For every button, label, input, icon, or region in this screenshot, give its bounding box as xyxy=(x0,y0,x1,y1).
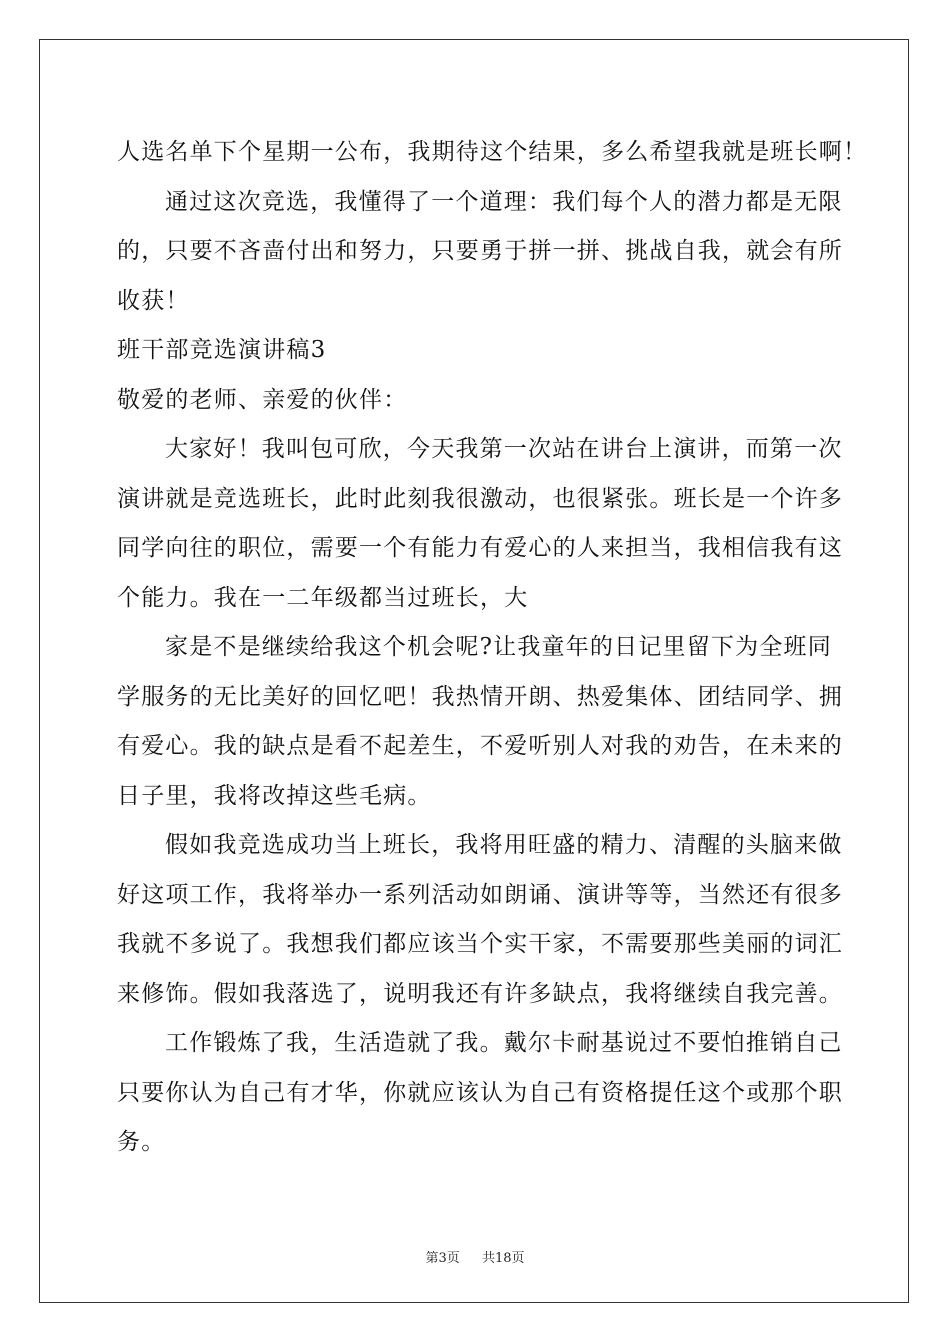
salutation: 敬爱的老师、亲爱的伙伴： xyxy=(117,386,408,413)
text-line: 同学向往的职位，需要一个有能力有爱心的人来担当，我相信我有这 xyxy=(117,535,843,561)
text-line: 有爱心。我的缺点是看不起差生，不爱听别人对我的劝告，在未来的 xyxy=(117,733,843,759)
document-body xyxy=(117,128,868,1168)
section-heading: 班干部竞选演讲稿3 xyxy=(117,337,327,363)
text-line: 个能力。我在一二年级都当过班长，大 xyxy=(117,584,529,611)
text-line: 收获！ xyxy=(117,287,190,314)
text-line: 大家好！我叫包可欣，今天我第一次站在讲台上演讲，而第一次 xyxy=(165,436,843,462)
text-line: 家是不是继续给我这个机会呢?让我童年的日记里留下为全班同 xyxy=(165,634,832,660)
text-line: 学服务的无比美好的回忆吧！我热情开朗、热爱集体、团结同学、拥 xyxy=(117,683,843,710)
text-line: 我就不多说了。我想我们都应该当个实干家，不需要那些美丽的词汇 xyxy=(117,931,843,957)
text-line: 的，只要不吝啬付出和努力，只要勇于拼一拼、挑战自我，就会有所 xyxy=(117,238,843,264)
text-line: 通过这次竞选，我懂得了一个道理：我们每个人的潜力都是无限 xyxy=(165,188,843,215)
page-total: 共18页 xyxy=(482,1251,525,1266)
text-line: 日子里，我将改掉这些毛病。 xyxy=(117,782,432,809)
page-number: 第3页 xyxy=(425,1251,460,1266)
text-line: 工作锻炼了我，生活造就了我。戴尔卡耐基说过不要怕推销自己 xyxy=(165,1030,843,1056)
text-line: 来修饰。假如我落选了，说明我还有许多缺点，我将继续自我完善。 xyxy=(117,980,843,1007)
text-line: 假如我竞选成功当上班长，我将用旺盛的精力、清醒的头脑来做 xyxy=(165,832,843,858)
text-line: 人选名单下个星期一公布，我期待这个结果，多么希望我就是班长啊！ xyxy=(117,139,868,165)
text-line: 演讲就是竞选班长，此时此刻我很激动，也很紧张。班长是一个许多 xyxy=(117,485,843,512)
page-footer xyxy=(0,1247,950,1266)
text-line: 务。 xyxy=(117,1129,166,1155)
text-line: 好这项工作，我将举办一系列活动如朗诵、演讲等等，当然还有很多 xyxy=(117,881,843,908)
text-line: 只要你认为自己有才华，你就应该认为自己有资格提任这个或那个职 xyxy=(117,1079,843,1106)
